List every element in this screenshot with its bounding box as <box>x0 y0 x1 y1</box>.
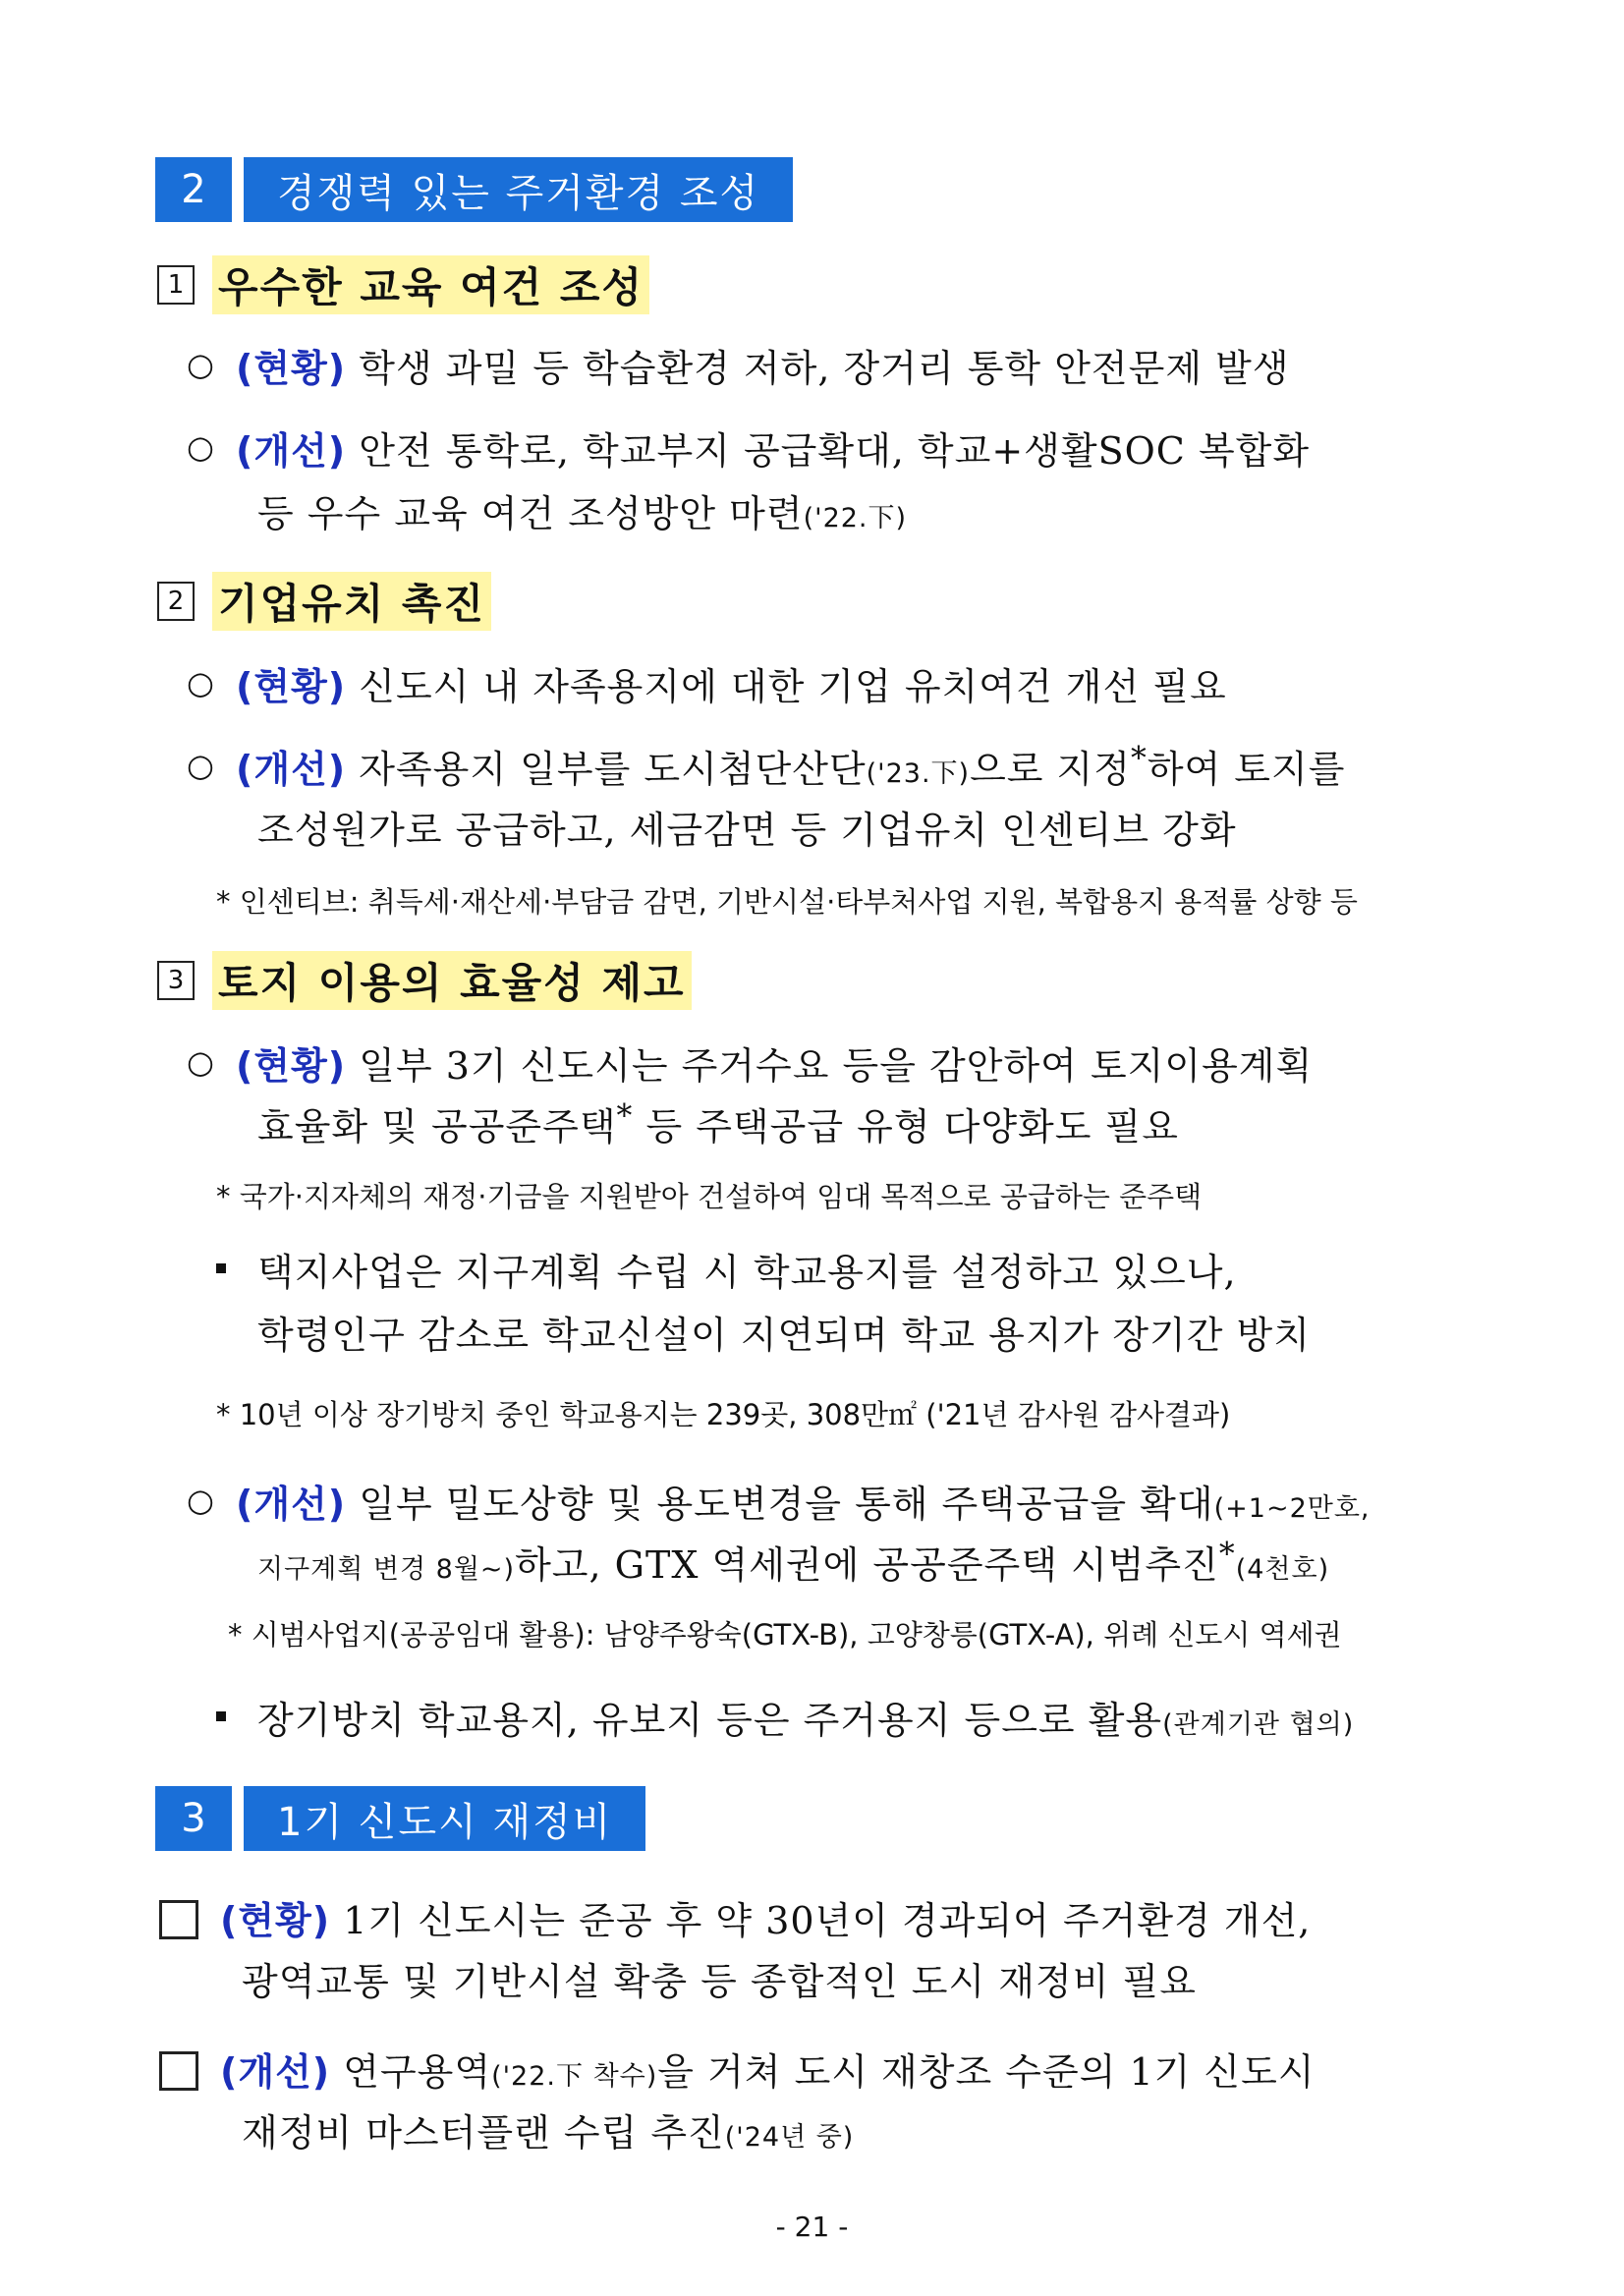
improvement-text: 으로 지정 <box>970 748 1131 791</box>
status-text: 등 주택공급 유형 다양화도 필요 <box>633 1105 1179 1148</box>
improvement-text: 재정비 마스터플랜 수립 추진 <box>242 2111 725 2155</box>
improvement-text: 을 거쳐 도시 재창조 수준의 1기 신도시 <box>657 2050 1316 2094</box>
section-title: 경쟁력 있는 주거환경 조성 <box>244 157 793 222</box>
subheading-number: 2 <box>157 582 195 621</box>
page-number: - 21 - <box>775 2211 849 2243</box>
checkbox-bullet-icon <box>159 1900 198 1939</box>
date-note: 지구계획 변경 8월~) <box>257 1554 516 1585</box>
improvement-line-2 <box>257 483 907 537</box>
improvement-line <box>236 1474 1371 1528</box>
circle-bullet-icon: ○ <box>187 664 214 701</box>
improvement-tag: (개선) <box>236 748 347 791</box>
status-text: 1기 신도시는 준공 후 약 30년이 경과되어 주거환경 개선, <box>343 1899 1312 1942</box>
section-number: 3 <box>155 1786 232 1851</box>
square-bullet-icon <box>216 1263 226 1273</box>
improvement-text: 하고, GTX 역세권에 공공준주택 시범추진 <box>515 1543 1219 1587</box>
status-tag: (현황) <box>236 665 347 708</box>
status-tag: (현황) <box>220 1899 331 1942</box>
improvement-text: 하여 토지를 <box>1147 748 1346 791</box>
improvement-text: 등 우수 교육 여건 조성방안 마련 <box>257 492 804 535</box>
improvement-line-2: 조성원가로 공급하고, 세금감면 등 기업유치 인센티브 강화 <box>257 809 1237 852</box>
status-text: 일부 3기 신도시는 주거수요 등을 감안하여 토지이용계획 <box>359 1044 1314 1088</box>
subheading-2 <box>157 572 491 631</box>
footnote-star: * <box>1218 1537 1236 1573</box>
footnote-star: * <box>616 1098 634 1135</box>
subheading-title: 토지 이용의 효율성 제고 <box>212 951 692 1010</box>
improvement-line-2 <box>242 2102 854 2156</box>
subheading-3 <box>157 951 692 1010</box>
bullet-line-2: 학령인구 감소로 학교신설이 지연되며 학교 용지가 장기간 방치 <box>257 1314 1311 1357</box>
improvement-line <box>236 739 1345 793</box>
status-line <box>220 1890 1311 1944</box>
checkbox-bullet-icon <box>159 2051 198 2091</box>
improvement-text: 일부 밀도상향 및 용도변경을 통해 주택공급을 확대 <box>359 1483 1214 1526</box>
date-note: (4천호) <box>1235 1554 1330 1585</box>
status-line-2 <box>257 1096 1179 1150</box>
footnote: * 10년 이상 장기방치 중인 학교용지는 239곳, 308만㎡ ('21년 감사원 감사결과) <box>216 1398 1231 1431</box>
bullet-line: 택지사업은 지구계획 수립 시 학교용지를 설정하고 있으나, <box>257 1251 1237 1294</box>
footnote: * 시범사업지(공공임대 활용): 남양주왕숙(GTX-B), 고양창릉(GTX-A), 위례 신도시 역세권 <box>228 1618 1342 1652</box>
footnote: * 인센티브: 취득세·재산세·부담금 감면, 기반시설·타부처사업 지원, 복합용지 용적률 상향 등 <box>216 885 1358 919</box>
status-text: 효율화 및 공공준주택 <box>257 1105 617 1148</box>
circle-bullet-icon: ○ <box>187 346 214 383</box>
improvement-line <box>220 2042 1316 2096</box>
circle-bullet-icon: ○ <box>187 747 214 784</box>
section-header-3 <box>155 1786 645 1851</box>
improvement-text: 안전 통학로, 학교부지 공급확대, 학교+생활SOC 복합화 <box>359 429 1311 473</box>
improvement-text: 자족용지 일부를 도시첨단산단 <box>359 748 867 791</box>
circle-bullet-icon: ○ <box>187 1482 214 1519</box>
date-note: ('24년 중) <box>724 2122 855 2153</box>
date-note: (관계기관 협의) <box>1162 1709 1355 1740</box>
footnote: * 국가·지자체의 재정·기금을 지원받아 건설하여 임대 목적으로 공급하는 준주택 <box>216 1180 1203 1213</box>
circle-bullet-icon: ○ <box>187 1043 214 1081</box>
improvement-tag: (개선) <box>236 429 347 473</box>
subheading-1 <box>157 255 649 314</box>
improvement-tag: (개선) <box>220 2050 331 2094</box>
section-number: 2 <box>155 157 232 222</box>
square-bullet-icon <box>216 1711 226 1721</box>
improvement-line-2 <box>257 1535 1329 1589</box>
status-tag: (현황) <box>236 1044 347 1088</box>
date-note: ('23.下) <box>866 758 971 789</box>
status-line <box>236 1036 1313 1090</box>
improvement-line <box>236 420 1310 475</box>
subheading-number: 3 <box>157 961 195 1000</box>
date-note: (+1~2만호, <box>1213 1493 1371 1524</box>
bullet-text: 장기방치 학교용지, 유보지 등은 주거용지 등으로 활용 <box>257 1699 1163 1742</box>
circle-bullet-icon: ○ <box>187 428 214 466</box>
date-note: ('22.下) <box>803 503 908 533</box>
status-tag: (현황) <box>236 347 347 390</box>
status-text: 신도시 내 자족용지에 대한 기업 유치여건 개선 필요 <box>359 665 1227 708</box>
date-note: ('22.下 착수) <box>491 2061 658 2092</box>
status-line-2: 광역교통 및 기반시설 확충 등 종합적인 도시 재정비 필요 <box>242 1960 1197 2003</box>
section-header-2 <box>155 157 793 222</box>
subheading-title: 우수한 교육 여건 조성 <box>212 255 649 314</box>
status-text: 학생 과밀 등 학습환경 저하, 장거리 통학 안전문제 발생 <box>359 347 1290 390</box>
status-line <box>236 656 1227 710</box>
section-title: 1기 신도시 재정비 <box>244 1786 645 1851</box>
footnote-star: * <box>1130 741 1148 777</box>
improvement-text: 연구용역 <box>343 2050 492 2094</box>
improvement-tag: (개선) <box>236 1483 347 1526</box>
status-line <box>236 338 1290 392</box>
subheading-number: 1 <box>157 265 195 305</box>
bullet-line <box>257 1690 1354 1744</box>
subheading-title: 기업유치 촉진 <box>212 572 491 631</box>
